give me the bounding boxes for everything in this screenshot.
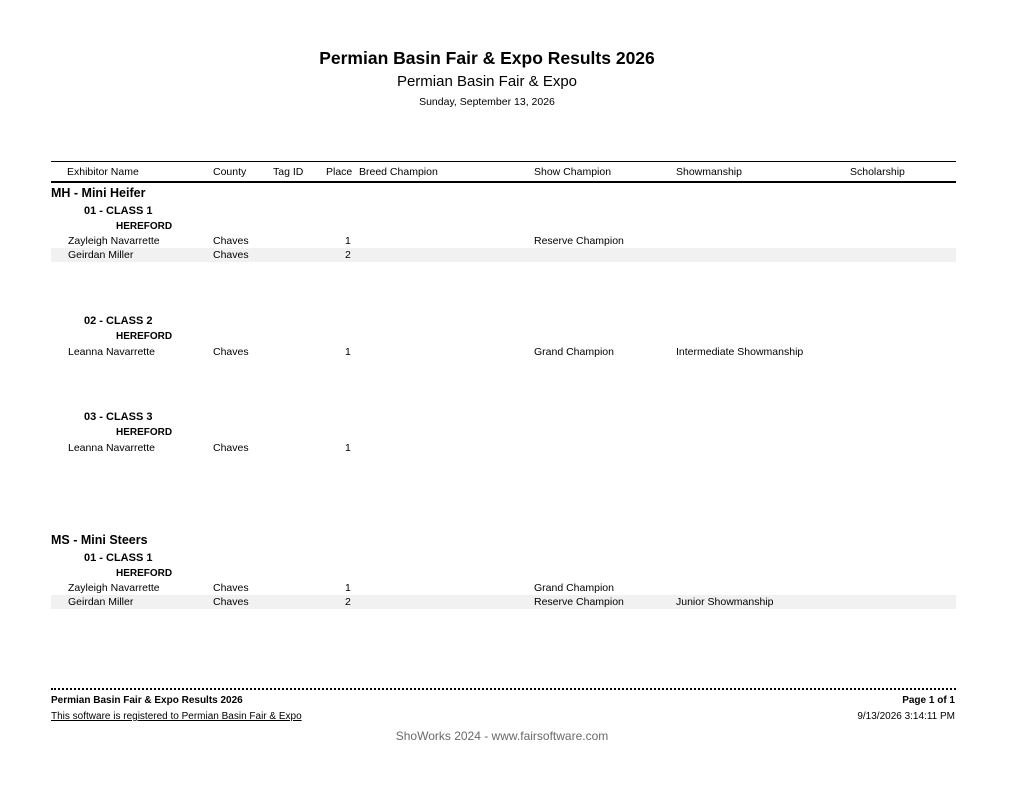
report-title: Permian Basin Fair & Expo Results 2026: [319, 48, 655, 68]
place: 1: [345, 235, 351, 247]
table-row: [51, 581, 956, 595]
show-champion: Grand Champion: [534, 346, 614, 358]
show-champion: Reserve Champion: [534, 596, 624, 608]
table-row: [51, 595, 956, 609]
place: 1: [345, 582, 351, 594]
col-header-exhibitor: Exhibitor Name: [67, 166, 139, 178]
place: 2: [345, 249, 351, 261]
report-date: Sunday, September 13, 2026: [419, 96, 555, 108]
showmanship: Intermediate Showmanship: [676, 346, 804, 358]
place: 1: [345, 442, 351, 454]
header-rule-bottom: [51, 181, 956, 183]
showmanship: Junior Showmanship: [676, 596, 774, 608]
breed-title: HEREFORD: [116, 568, 173, 579]
table-row: [51, 441, 956, 455]
footer-registration-link[interactable]: This software is registered to Permian Basin Fair & Expo: [51, 711, 302, 722]
table-row: [51, 248, 956, 262]
breed-title: HEREFORD: [116, 221, 173, 232]
county: Chaves: [213, 596, 249, 608]
class-title: 01 - CLASS 1: [84, 205, 153, 217]
county: Chaves: [213, 249, 249, 261]
show-champion: Reserve Champion: [534, 235, 624, 247]
col-header-scholarship: Scholarship: [850, 166, 905, 178]
breed-title: HEREFORD: [116, 427, 173, 438]
col-header-show-champion: Show Champion: [534, 166, 612, 178]
footer-rule: [51, 688, 956, 690]
section-title: MS - Mini Steers: [51, 533, 148, 547]
col-header-breed-champion: Breed Champion: [359, 166, 438, 178]
class-title: 01 - CLASS 1: [84, 552, 153, 564]
exhibitor-name: Leanna Navarrette: [68, 442, 155, 454]
exhibitor-name: Geirdan Miller: [68, 249, 134, 261]
breed-title: HEREFORD: [116, 331, 173, 342]
header-rule-top: [51, 161, 956, 162]
exhibitor-name: Geirdan Miller: [68, 596, 134, 608]
county: Chaves: [213, 442, 249, 454]
show-champion: Grand Champion: [534, 582, 614, 594]
county: Chaves: [213, 235, 249, 247]
footer-report-title: Permian Basin Fair & Expo Results 2026: [51, 695, 243, 706]
exhibitor-name: Zayleigh Navarrette: [68, 235, 160, 247]
report-subtitle: Permian Basin Fair & Expo: [396, 73, 578, 90]
col-header-county: County: [213, 166, 247, 178]
table-row: [51, 345, 956, 359]
footer-credit: ShoWorks 2024 - www.fairsoftware.com: [395, 729, 609, 743]
class-title: 03 - CLASS 3: [84, 411, 153, 423]
section-title: MH - Mini Heifer: [51, 186, 146, 200]
county: Chaves: [213, 346, 249, 358]
place: 2: [345, 596, 351, 608]
exhibitor-name: Leanna Navarrette: [68, 346, 155, 358]
class-title: 02 - CLASS 2: [84, 315, 153, 327]
table-row: [51, 234, 956, 248]
col-header-showmanship: Showmanship: [676, 166, 742, 178]
county: Chaves: [213, 582, 249, 594]
place: 1: [345, 346, 351, 358]
footer-timestamp: 9/13/2026 3:14:11 PM: [857, 711, 955, 722]
col-header-place: Place: [326, 166, 353, 178]
footer-page-number: Page 1 of 1: [902, 695, 955, 706]
exhibitor-name: Zayleigh Navarrette: [68, 582, 160, 594]
col-header-tag: Tag ID: [273, 166, 304, 178]
